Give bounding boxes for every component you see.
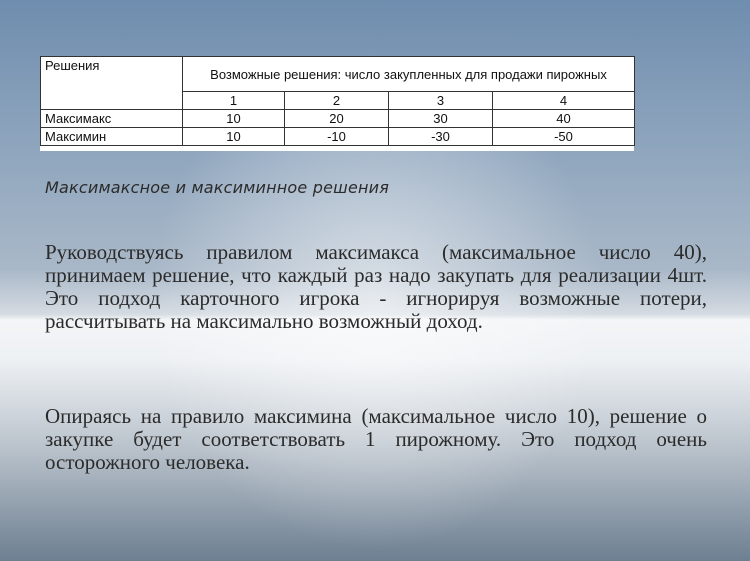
paragraph-maximin: Опираясь на правило максимина (максимальное число 10), решение о закупке будет соответствовать 1 пирожному. Это подход очень осторожного человека. [45, 404, 707, 474]
row-label-cell: Максимин [41, 128, 183, 146]
decision-table-container [40, 56, 634, 151]
value-cell: 40 [493, 110, 635, 128]
table-row [41, 128, 635, 146]
decision-table [40, 56, 635, 146]
column-number-cell: 2 [285, 92, 389, 110]
value-cell: 20 [285, 110, 389, 128]
value-cell: -10 [285, 128, 389, 146]
table-caption: Максимаксное и максиминное решения [45, 178, 390, 197]
value-cell: 30 [389, 110, 493, 128]
value-cell: -30 [389, 128, 493, 146]
table-row [41, 110, 635, 128]
header-possible-decisions-cell: Возможные решения: число закупленных для продажи пирожных [183, 57, 635, 92]
column-number-cell: 4 [493, 92, 635, 110]
column-number-cell: 1 [183, 92, 285, 110]
header-decisions-cell: Решения [41, 57, 183, 110]
column-number-cell: 3 [389, 92, 493, 110]
value-cell: -50 [493, 128, 635, 146]
paragraph-maximax: Руководствуясь правилом максимакса (максимальное число 40), принимаем решение, что каждый раз надо закупать для реализации 4шт. Это подход карточного игрока - игнорируя возможные потери, рассчитывать на максимально возможный доход. [45, 240, 707, 333]
table-header-row [41, 57, 635, 92]
value-cell: 10 [183, 110, 285, 128]
row-label-cell: Максимакс [41, 110, 183, 128]
value-cell: 10 [183, 128, 285, 146]
